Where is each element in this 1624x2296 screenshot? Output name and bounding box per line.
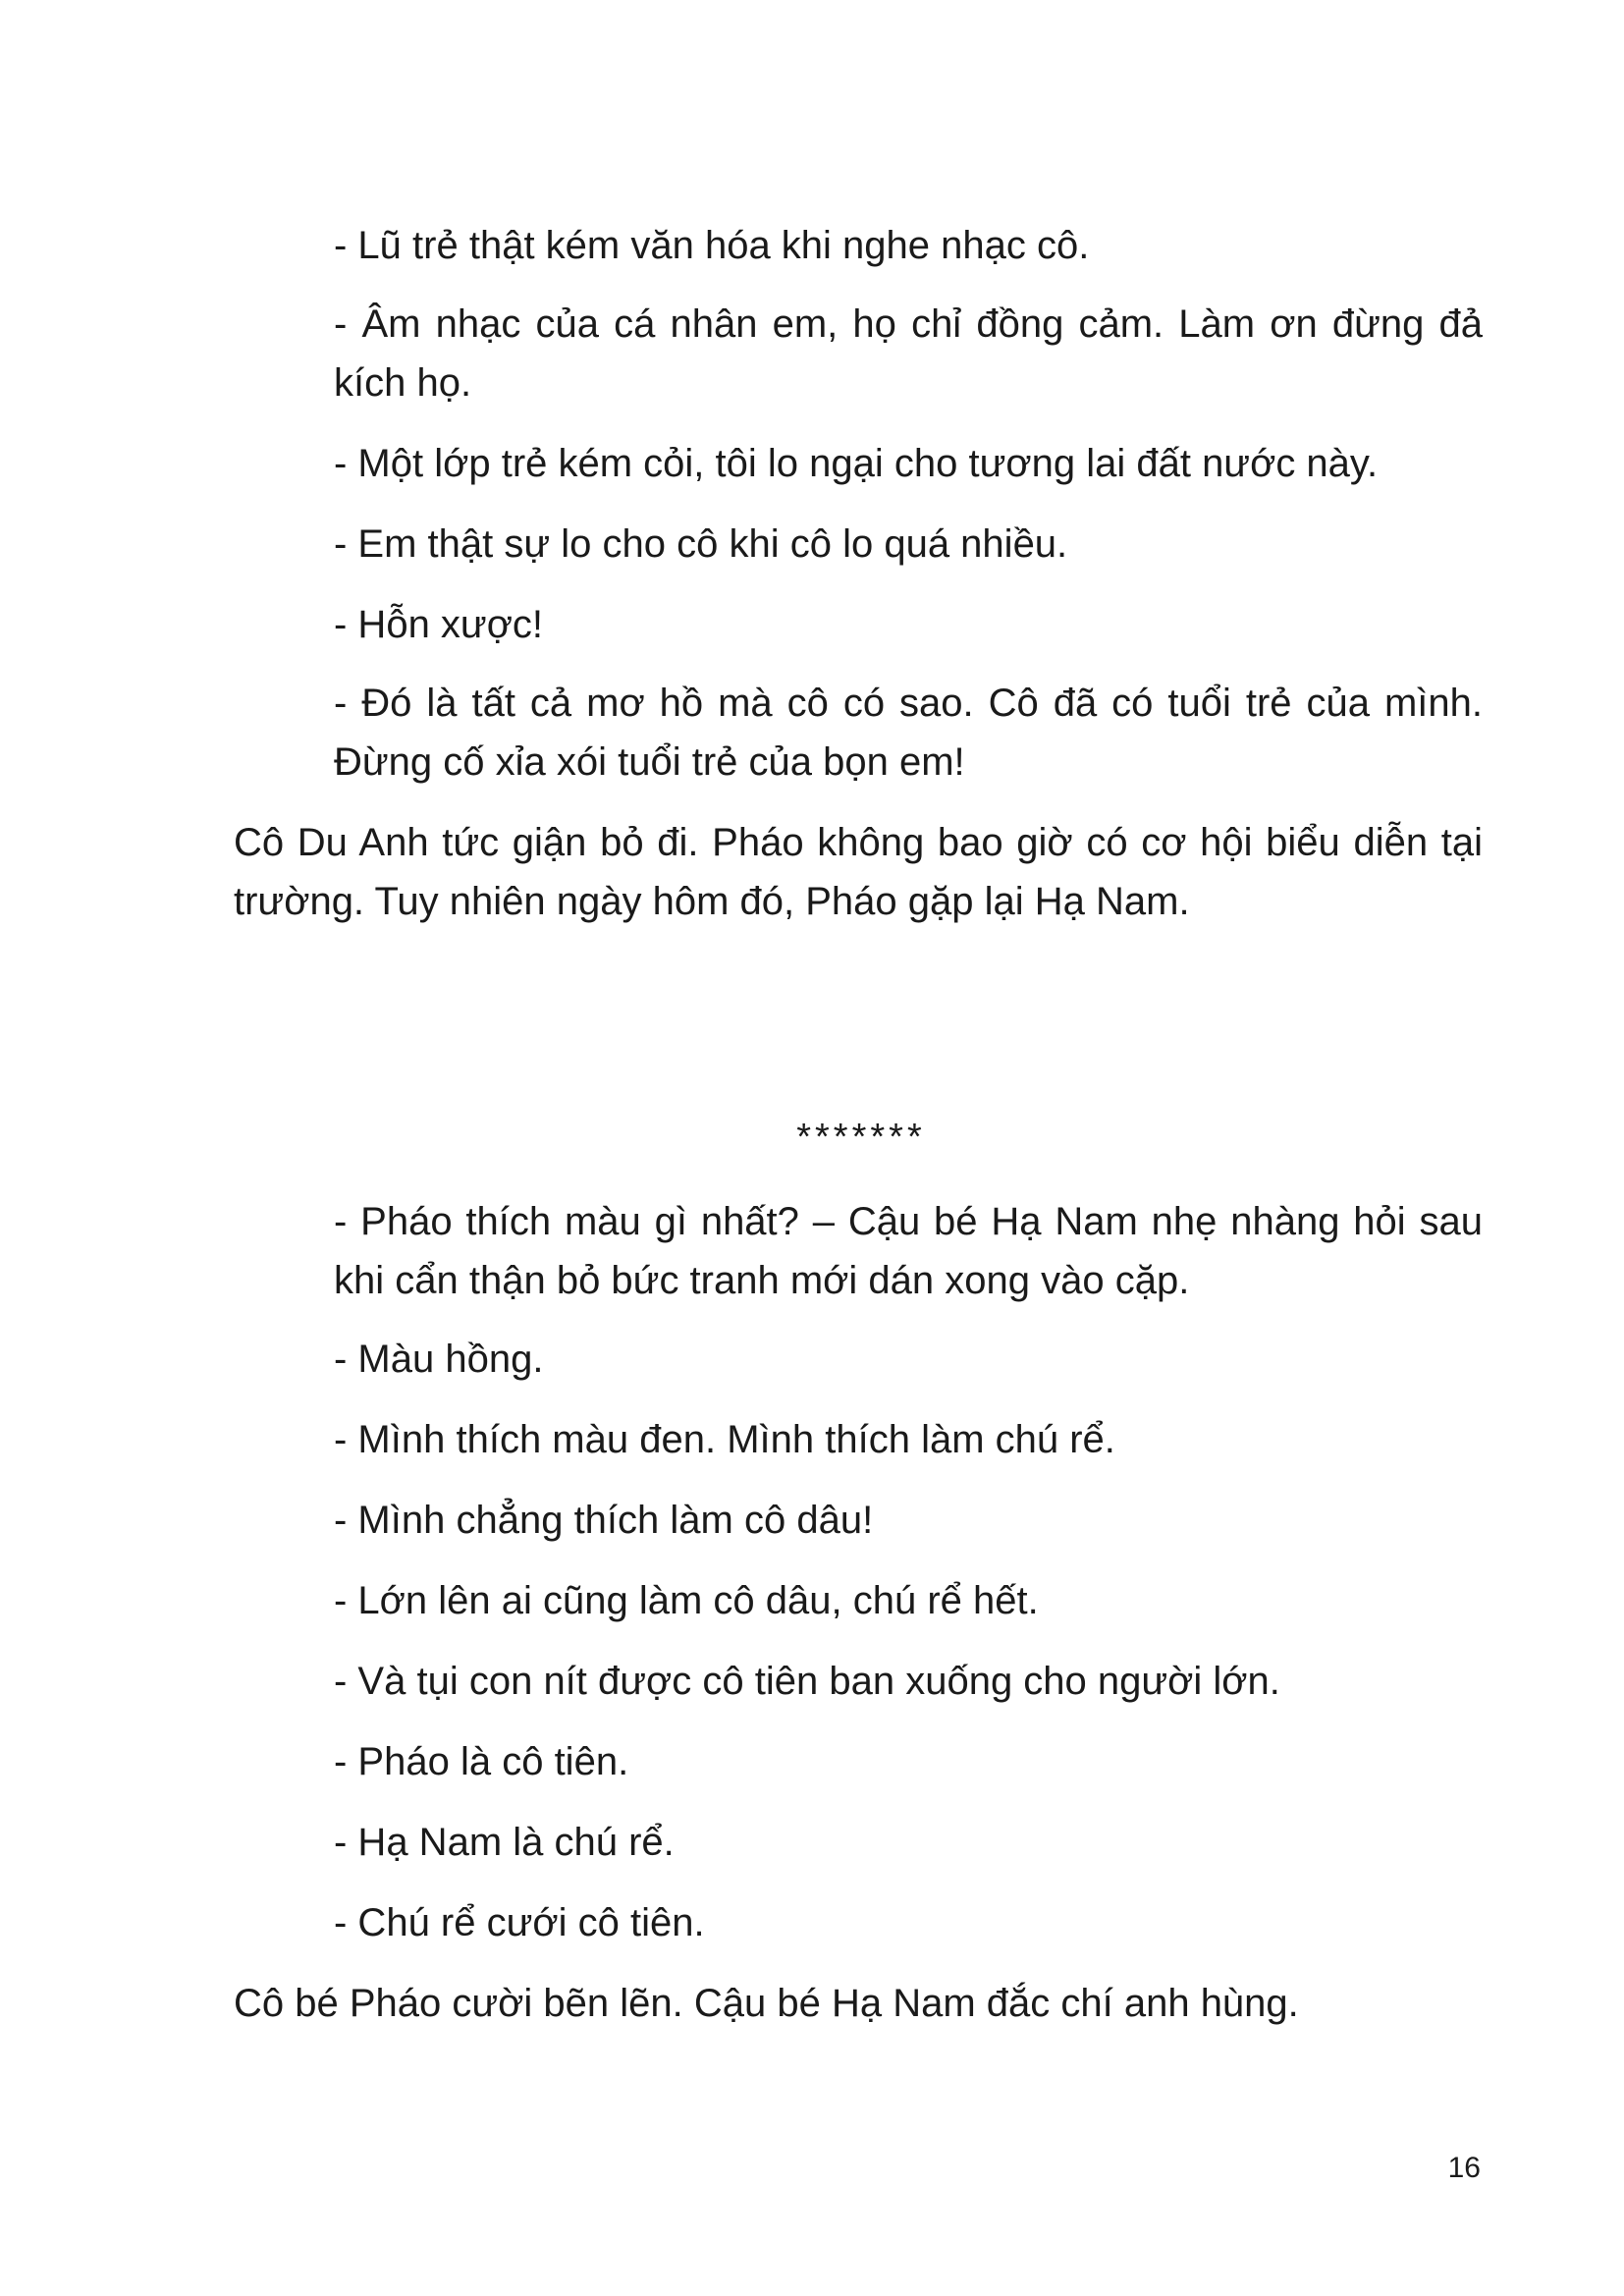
section-separator: ******* xyxy=(796,1117,926,1158)
dialogue-line: - Lũ trẻ thật kém văn hóa khi nghe nhạc cô. xyxy=(334,224,1090,267)
narration-paragraph: Cô bé Pháo cười bẽn lẽn. Cậu bé Hạ Nam đắc chí anh hùng. xyxy=(234,1982,1299,2025)
dialogue-line: - Màu hồng. xyxy=(334,1338,544,1381)
dialogue-line: - Lớn lên ai cũng làm cô dâu, chú rể hết. xyxy=(334,1579,1039,1622)
dialogue-line: - Hạ Nam là chú rể. xyxy=(334,1821,675,1864)
dialogue-line: - Mình thích màu đen. Mình thích làm chú rể. xyxy=(334,1418,1115,1461)
dialogue-line: - Đó là tất cả mơ hồ mà cô có sao. Cô đã có tuổi trẻ của mình. Đừng cố xỉa xói tuổi trẻ của bọn em! xyxy=(334,682,1483,784)
page-number: 16 xyxy=(1447,2152,1481,2184)
dialogue-line: - Mình chẳng thích làm cô dâu! xyxy=(334,1499,874,1542)
dialogue-line: - Âm nhạc của cá nhân em, họ chỉ đồng cảm. Làm ơn đừng đả kích họ. xyxy=(334,302,1483,405)
dialogue-line: - Em thật sự lo cho cô khi cô lo quá nhiều. xyxy=(334,522,1068,566)
dialogue-line: - Hỗn xược! xyxy=(334,603,544,646)
dialogue-line: - Pháo thích màu gì nhất? – Cậu bé Hạ Nam nhẹ nhàng hỏi sau khi cẩn thận bỏ bức tranh mới dán xong vào cặp. xyxy=(334,1200,1483,1302)
narration-paragraph: Cô Du Anh tức giận bỏ đi. Pháo không bao giờ có cơ hội biểu diễn tại trường. Tuy nhiên ngày hôm đó, Pháo gặp lại Hạ Nam. xyxy=(234,821,1483,923)
dialogue-line: - Một lớp trẻ kém cỏi, tôi lo ngại cho tương lai đất nước này. xyxy=(334,442,1379,485)
dialogue-line: - Chú rể cưới cô tiên. xyxy=(334,1901,705,1944)
dialogue-line: - Pháo là cô tiên. xyxy=(334,1740,629,1783)
dialogue-line: - Và tụi con nít được cô tiên ban xuống cho người lớn. xyxy=(334,1660,1280,1703)
